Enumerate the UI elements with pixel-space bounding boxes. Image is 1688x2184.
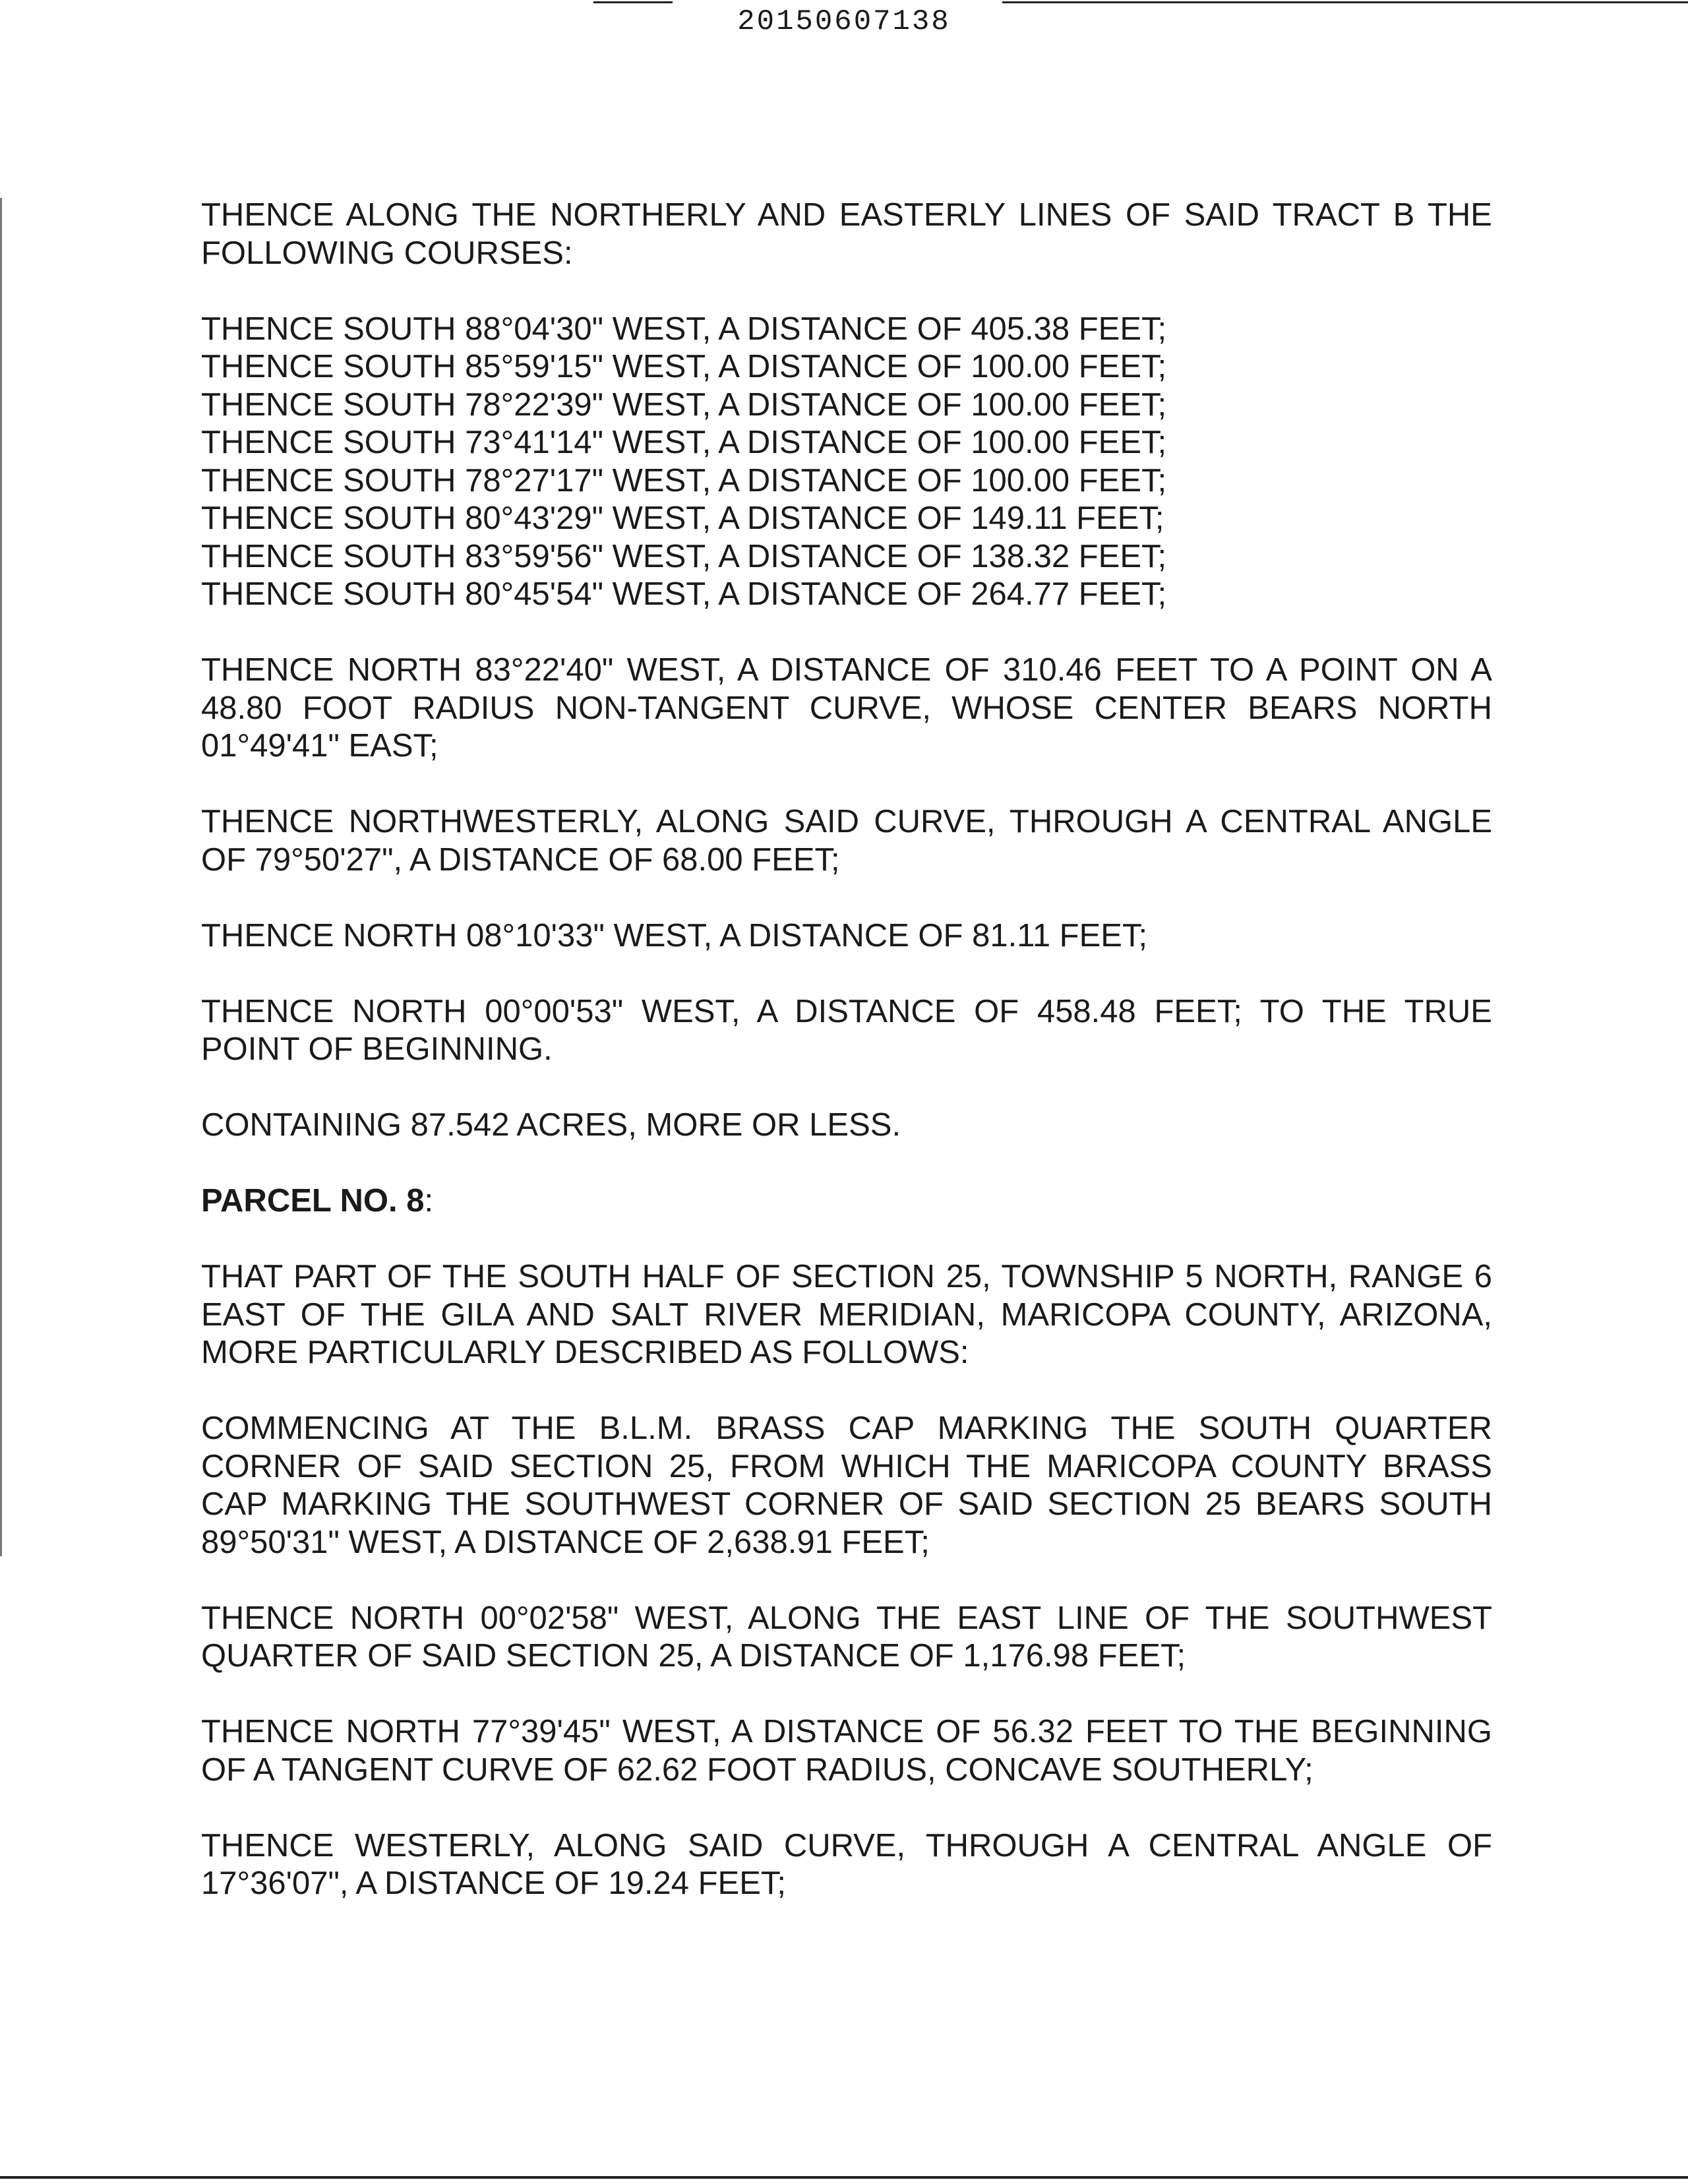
course-line: THENCE SOUTH 80°45'54" WEST, A DISTANCE OF 264.77 FEET; <box>201 576 1167 612</box>
top-rule-left <box>593 1 673 3</box>
scan-edge-line <box>0 198 2 1556</box>
course-line: THENCE SOUTH 85°59'15" WEST, A DISTANCE OF 100.00 FEET; <box>201 349 1167 384</box>
course-line: THENCE SOUTH 73°41'14" WEST, A DISTANCE OF 100.00 FEET; <box>201 425 1167 460</box>
paragraph-courses-intro: THENCE ALONG THE NORTHERLY AND EASTERLY LINES OF SAID TRACT B THE FOLLOWING COURSES: <box>201 197 1492 271</box>
paragraph-north-course: THENCE NORTH 08°10'33" WEST, A DISTANCE OF 81.11 FEET; <box>201 917 1148 954</box>
legal-description-body <box>201 197 1492 1941</box>
course-line: THENCE SOUTH 78°27'17" WEST, A DISTANCE OF 100.00 FEET; <box>201 462 1167 499</box>
document-number: 20150607138 <box>737 5 951 38</box>
paragraph-northwesterly-curve: THENCE NORTHWESTERLY, ALONG SAID CURVE, THROUGH A CENTRAL ANGLE OF 79°50'27", A DISTANCE OF 68.00 FEET; <box>201 804 1492 878</box>
parcel-heading-label: PARCEL NO. 8 <box>201 1183 425 1219</box>
course-line: THENCE SOUTH 78°22'39" WEST, A DISTANCE OF 100.00 FEET; <box>201 386 1167 423</box>
parcel-heading-colon: : <box>424 1183 434 1219</box>
top-rule-right <box>1002 1 1688 3</box>
bottom-rule <box>0 2176 1688 2179</box>
course-line: THENCE SOUTH 80°43'29" WEST, A DISTANCE OF 149.11 FEET; <box>201 501 1164 536</box>
paragraph-true-point-of-beginning: THENCE NORTH 00°00'53" WEST, A DISTANCE OF 458.48 FEET; TO THE TRUE POINT OF BEGINNING. <box>201 993 1492 1067</box>
paragraph-commencing: COMMENCING AT THE B.L.M. BRASS CAP MARKING THE SOUTH QUARTER CORNER OF SAID SECTION 25, FROM WHICH THE MARICOPA COUNTY BRASS CAP MARKING THE SOUTHWEST CORNER OF SAID SECTION 25 BEARS SOUTH 89°50'31" WEST, A DISTANCE OF 2,638.91 FEET; <box>201 1410 1492 1560</box>
paragraph-containing-acres: CONTAINING 87.542 ACRES, MORE OR LESS. <box>201 1107 901 1143</box>
course-line: THENCE SOUTH 88°04'30" WEST, A DISTANCE OF 405.38 FEET; <box>201 311 1167 347</box>
paragraph-curve-point: THENCE NORTH 83°22'40" WEST, A DISTANCE OF 310.46 FEET TO A POINT ON A 48.80 FOOT RADIUS NON-TANGENT CURVE, WHOSE CENTER BEARS NORTH 01°49'41" EAST; <box>201 652 1492 764</box>
paragraph-tangent-curve: THENCE NORTH 77°39'45" WEST, A DISTANCE OF 56.32 FEET TO THE BEGINNING OF A TANGENT CURVE OF 62.62 FOOT RADIUS, CONCAVE SOUTHERLY; <box>201 1714 1492 1788</box>
paragraph-westerly-curve: THENCE WESTERLY, ALONG SAID CURVE, THROUGH A CENTRAL ANGLE OF 17°36'07", A DISTANCE OF 19.24 FEET; <box>201 1827 1492 1901</box>
course-line: THENCE SOUTH 83°59'56" WEST, A DISTANCE OF 138.32 FEET; <box>201 538 1167 574</box>
paragraph-parcel-location: THAT PART OF THE SOUTH HALF OF SECTION 25, TOWNSHIP 5 NORTH, RANGE 6 EAST OF THE GILA AND SALT RIVER MERIDIAN, MARICOPA COUNTY, ARIZONA, MORE PARTICULARLY DESCRIBED AS FOLLOWS: <box>201 1259 1492 1370</box>
courses-list <box>201 311 1492 614</box>
parcel-heading <box>201 1182 1492 1221</box>
paragraph-east-line-course: THENCE NORTH 00°02'58" WEST, ALONG THE EAST LINE OF THE SOUTHWEST QUARTER OF SAID SECTION 25, A DISTANCE OF 1,176.98 FEET; <box>201 1600 1492 1674</box>
